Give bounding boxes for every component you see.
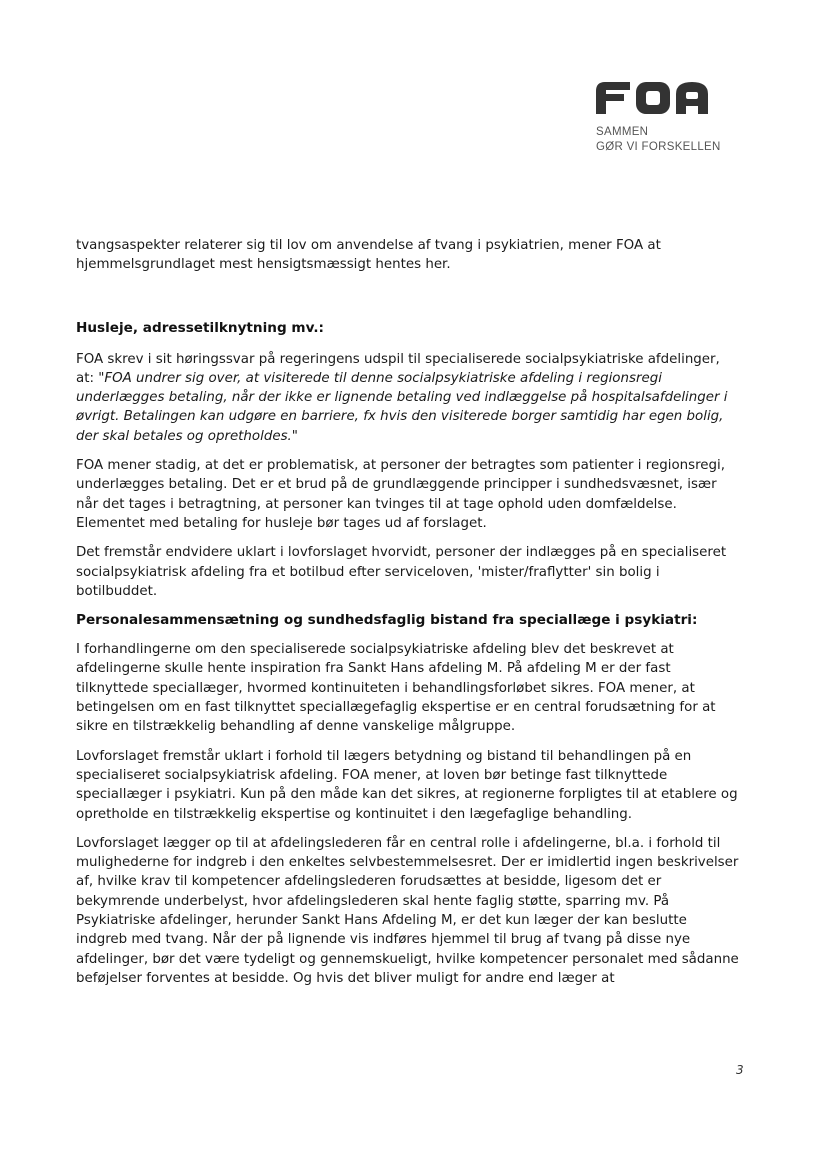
paragraph-personale-1: I forhandlingerne om den specialiserede socialpsykiatriske afdeling blev det beskrevet at afdelingerne skulle hente inspiration fra Sankt Hans afdeling M. På afdeling M er der fast tilknyttede speciallæger, hvormed kontinuiteten i behandlingsforløbet sikres. FOA mener, at betingelsen om en fast tilknyttet speciallægefaglig ekspertise er en central forudsætning for at sikre en tilstrækkelig behandling af denne vanskelige målgruppe. bbox=[76, 642, 716, 735]
foa-logo bbox=[596, 82, 726, 155]
paragraph-husleje-1-quote: "FOA undrer sig over, at visiterede til denne socialpsykiatriske afdeling i regionsregi underlægges betaling, når der ikke er lignende betaling ved indlæggelse på hospitalsafdelinger i øvrigt. Betalingen kan udgøre en barriere, fx hvis den visiterede borger samtidig har egen bolig, der skal betales og opretholdes." bbox=[76, 370, 728, 444]
tagline-line1: SAMMEN bbox=[596, 126, 649, 138]
page-number: 3 bbox=[736, 1063, 744, 1077]
tagline-line2: GØR VI FORSKELLEN bbox=[596, 141, 721, 153]
paragraph-personale-3: Lovforslaget lægger op til at afdelingslederen får en central rolle i afdelingerne, bl.a. i forhold til mulighederne for indgreb i den enkeltes selvbestemmelsesret. Der er imidlertid ingen beskrivelser af, hvilke krav til kompetencer afdelingslederen forudsættes at besidde, ligesom det er bekymrende underbelyst, hvor afdelingslederen skal hente faglig støtte, sparring mv. På Psykiatriske afdelinger, herunder Sankt Hans Afdeling M, er det kun læger der kan beslutte indgreb med tvang. Når der på lignende vis indføres hjemmel til brug af tvang på disse nye afdelinger, bør det være tydeligt og gennemskueligt, hvilke kompetencer personalet med sådanne beføjelser forventes at besidde. Og hvis det bliver muligt for andre end læger at bbox=[76, 835, 739, 986]
paragraph-husleje-3: Det fremstår endvidere uklart i lovforslaget hvorvidt, personer der indlægges på en specialiseret socialpsykiatrisk afdeling fra et botilbud efter serviceloven, 'mister/fraflytter' sin bolig i botilbuddet. bbox=[76, 545, 727, 599]
paragraph-husleje-2: FOA mener stadig, at det er problematisk, at personer der betragtes som patienter i regionsregi, underlægges betaling. Det er et brud på de grundlæggende principper i sundhedsvæsnet, især når det tages i betragtning, at personer kan tvinges til at tage ophold uden domfældelse. Elementet med betaling for husleje bør tages ud af forslaget. bbox=[76, 458, 726, 531]
paragraph-personale-2: Lovforslaget fremstår uklart i forhold til lægers betydning og bistand til behandlingen på en specialiseret socialpsykiatrisk afdeling. FOA mener, at loven bør betinge fast tilknyttede speciallæger i psykiatri. Kun på den måde kan det sikres, at regionerne forpligtes til at etablere og opretholde en tilstrækkelig ekspertise og kontinuitet i den lægefaglige behandling. bbox=[76, 748, 738, 822]
paragraph-husleje-1-text: FOA skrev i sit høringssvar på regeringens udspil til specialiserede socialpsykiatriske afdelinger, at: bbox=[76, 351, 720, 386]
document-body bbox=[76, 236, 740, 988]
heading-husleje: Husleje, adressetilknytning mv.: bbox=[76, 319, 324, 336]
paragraph-intro: tvangsaspekter relaterer sig til lov om anvendelse af tvang i psykiatrien, mener FOA at hjemmelsgrundlaget mest hensigtsmæssigt hentes her. bbox=[76, 238, 661, 273]
foa-wordmark-icon bbox=[596, 82, 714, 114]
heading-personale: Personalesammensætning og sundhedsfaglig bistand fra speciallæge i psykiatri: bbox=[76, 612, 698, 629]
paragraph-husleje-1 bbox=[76, 350, 740, 446]
